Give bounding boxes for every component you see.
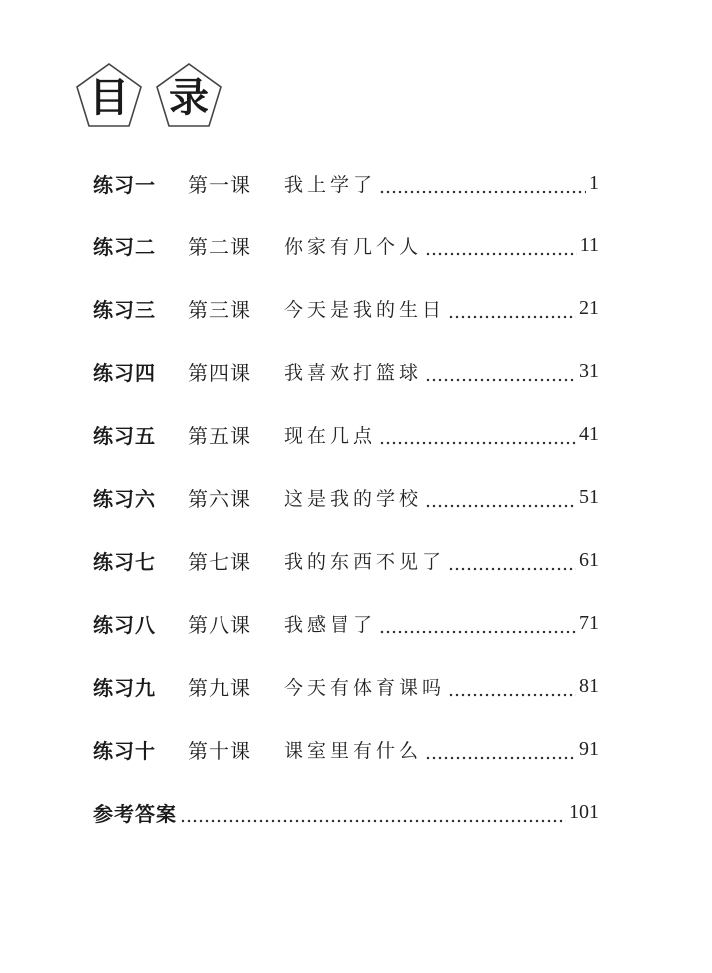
page-number: 41 (579, 422, 599, 445)
page-number: 101 (569, 800, 599, 823)
dot-leader (379, 182, 586, 194)
lesson-title: 我感冒了 (284, 613, 377, 636)
exercise-label: 练习四 (93, 360, 156, 385)
dot-leader (448, 559, 576, 571)
answers-label: 参考答案 (93, 801, 177, 826)
page-number: 81 (579, 674, 599, 697)
toc-entry[interactable] (93, 167, 599, 199)
exercise-label: 练习八 (93, 612, 156, 637)
toc-entry[interactable] (93, 733, 599, 765)
exercise-label: 练习二 (93, 234, 156, 259)
dot-leader (425, 748, 576, 760)
exercise-label: 练习一 (93, 172, 156, 197)
toc-entry[interactable] (93, 544, 599, 576)
page-number: 91 (579, 737, 599, 760)
page-number: 21 (579, 296, 599, 319)
lesson-label: 第十课 (188, 738, 251, 763)
lesson-title: 这是我的学校 (284, 487, 423, 510)
lesson-title: 我上学了 (284, 173, 377, 196)
lesson-label: 第一课 (188, 172, 251, 197)
lesson-label: 第九课 (188, 675, 251, 700)
toc-entry[interactable] (93, 292, 599, 324)
dot-leader (379, 433, 576, 445)
page-number: 61 (579, 548, 599, 571)
toc-entry[interactable] (93, 670, 599, 702)
lesson-title: 我的东西不见了 (284, 550, 446, 573)
toc-entry[interactable] (93, 481, 599, 513)
title-char-2: 录 (169, 75, 209, 121)
dot-leader (448, 685, 576, 697)
title-char-1: 目 (89, 75, 129, 121)
dot-leader (379, 622, 576, 634)
dot-leader (448, 307, 576, 319)
lesson-title: 今天有体育课吗 (284, 676, 446, 699)
dot-leader (180, 811, 566, 823)
toc-entry[interactable] (93, 418, 599, 450)
toc-entry[interactable] (93, 229, 599, 261)
lesson-label: 第七课 (188, 549, 251, 574)
lesson-title: 今天是我的生日 (284, 298, 446, 321)
lesson-label: 第三课 (188, 297, 251, 322)
dot-leader (425, 244, 577, 256)
page-number: 1 (589, 171, 599, 194)
exercise-label: 练习十 (93, 738, 156, 763)
page-number: 71 (579, 611, 599, 634)
exercise-label: 练习六 (93, 486, 156, 511)
lesson-label: 第八课 (188, 612, 251, 637)
page-number: 31 (579, 359, 599, 382)
toc-entry[interactable] (93, 607, 599, 639)
dot-leader (425, 370, 576, 382)
toc-entry[interactable] (93, 355, 599, 387)
exercise-label: 练习七 (93, 549, 156, 574)
exercise-label: 练习九 (93, 675, 156, 700)
lesson-title: 课室里有什么 (284, 739, 423, 762)
dot-leader (425, 496, 576, 508)
toc-entry-answers[interactable] (93, 796, 599, 828)
lesson-label: 第五课 (188, 423, 251, 448)
page-number: 51 (579, 485, 599, 508)
lesson-title: 我喜欢打篮球 (284, 361, 423, 384)
exercise-label: 练习五 (93, 423, 156, 448)
lesson-label: 第四课 (188, 360, 251, 385)
lesson-label: 第二课 (188, 234, 251, 259)
page-number: 11 (579, 233, 599, 256)
lesson-title: 你家有几个人 (284, 235, 423, 258)
lesson-label: 第六课 (188, 486, 251, 511)
exercise-label: 练习三 (93, 297, 156, 322)
lesson-title: 现在几点 (284, 424, 377, 447)
